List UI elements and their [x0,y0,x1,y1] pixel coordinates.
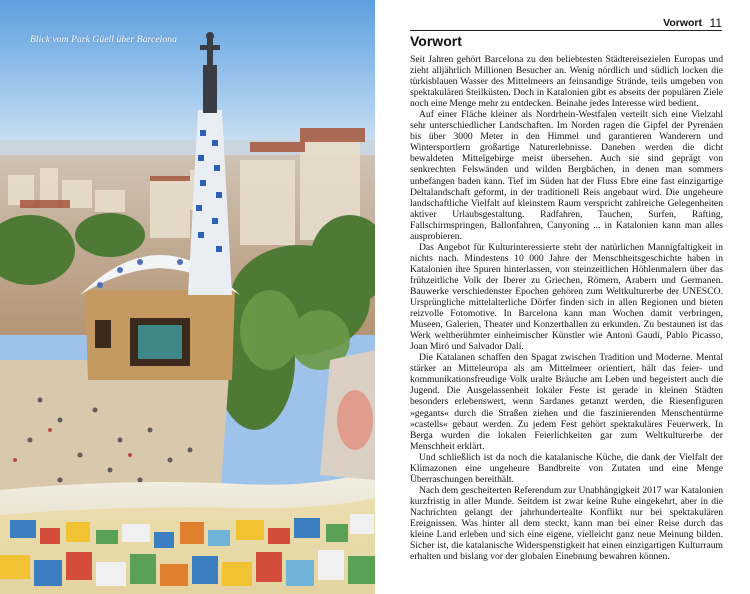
body-text [410,54,723,562]
running-header [410,0,722,28]
photo-caption: Blick vom Park Güell über Barcelona [30,35,177,45]
paragraph: Und schließlich ist da noch die katalanische Küche, die dank der Vielfalt der Klimazonen eine ungeheure Bandbreite von Zutaten und eine Menge Überraschungen bereithält. [410,451,723,485]
running-header-title: Vorwort [663,17,702,29]
header-rule [410,30,722,31]
paragraph: Auf einer Fläche kleiner als Nordrhein-Westfalen verteilt sich eine Vielzahl sehr unterschiedlicher Landschaften. Im Norden ragen die Gipfel der Pyrenäen bis über 3000 Meter in den Himmel und garantieren Wanderern und Wintersportlern großartige Naturerlebnisse. Daneben werden die dicht bewaldeten Mittelgebirge meist übersehen. Auch sie sind geprägt von senkrechten Felswänden und wilden Bergbächen, in denen man sommers unbefangen baden kann. Tief im Süden hat der Fluss Ebre eine fast einzigartige Deltalandschaft geformt, in der traditionell Reis angebaut wird. Die ungeheure landschaftliche Vielfalt auf kleinstem Raum verspricht zahlreiche Gelegenheiten aktiver Urlaubsgestaltung. Radfahren, Tauchen, Surfen, Rafting, Fallschirmspringen, Ballonfahren, Canyoning ... in Katalonien kann man alles ausprobieren. [410,109,723,242]
paragraph: Das Angebot für Kulturinteressierte steht der natürlichen Mannigfaltigkeit in nichts nach. Mindestens 10 000 Jahre der Menschheitsgeschichte haben in Katalonien ihre Spuren hinterlassen, von steinzeitlichen Höhlenmalern über das frühzeitliche Volk der Iberer zu Griechen, Römern, Arabern und Germanen. Bauwerke verschiedenster Epochen gehören zum Weltkulturerbe der UNESCO. Ursprüngliche mittelalterliche Dörfer finden sich in allen Regionen und bieten reizvolle Fotomotive. In Barcelona kann man Wochen damit verbringen, Museen, Galerien, Theater und Konzerthallen zu erkunden. Zu bestaunen ist das Werk weltberühmter einheimischer Künstler wie Antoni Gaudí, Pablo Picasso, Joan Miró und Salvador Dalí. [410,241,723,353]
paragraph: Seit Jahren gehört Barcelona zu den beliebtesten Städtereisezielen Europas und zieht alljährlich Millionen Besucher an. Wenig nördlich und südlich locken die türkisblauen Wasser des Mittelmeers an feinsandige Strände, teils umgeben von spektakulären Steilküsten. Doch in Katalonien gibt es abseits der populären Ziele noch eine Menge mehr zu entdecken. Beinahe jedes Interesse wird bedient. [410,54,723,110]
chapter-title: Vorwort [410,33,462,49]
paragraph: Die Katalanen schaffen den Spagat zwischen Tradition und Moderne. Mental stärker an Mitteleuropa als am Mittelmeer orientiert, hält das feier- und kommunikationsfreudige Volk uralte Bräuche am Leben und begeistert auch die Jugend. Die Ausgelassenheit lokaler Feste ist gerade in kleinen Städten besonders erlebenswert, wenn Sardanes getanzt werden, die Riesenfiguren »gegants« durch die Straßen ziehen und die faszinierenden Menschentürme »castells« gebaut werden. Zu jedem Fest gehört spektakuläres Feuerwerk. In Berga wurden die lokalen Feierlichkeiten gar zum Weltkulturerbe der Menschheit erklärt. [410,352,723,452]
paragraph: Nach dem gescheiterten Referendum zur Unabhängigkeit 2017 war Katalonien kurzfristig in aller Munde. Seitdem ist zwar keine Ruhe eingekehrt, aber in die Nachrichten gelangt der jahrhundertealte Konflikt nur bei spektakulären Ereignissen. Was hinter all dem steckt, kann man bei einer Reise durch das kleine Land erleben und sich eine eigene, vielleicht ganz neue Meinung bilden. Sicher ist, die katalanische Widerspenstigkeit hat einen einzigartigen Kulturraum erhalten und bislang vor der globalen Einebnung bewahren können. [410,484,723,563]
page-number: 11 [709,16,722,30]
